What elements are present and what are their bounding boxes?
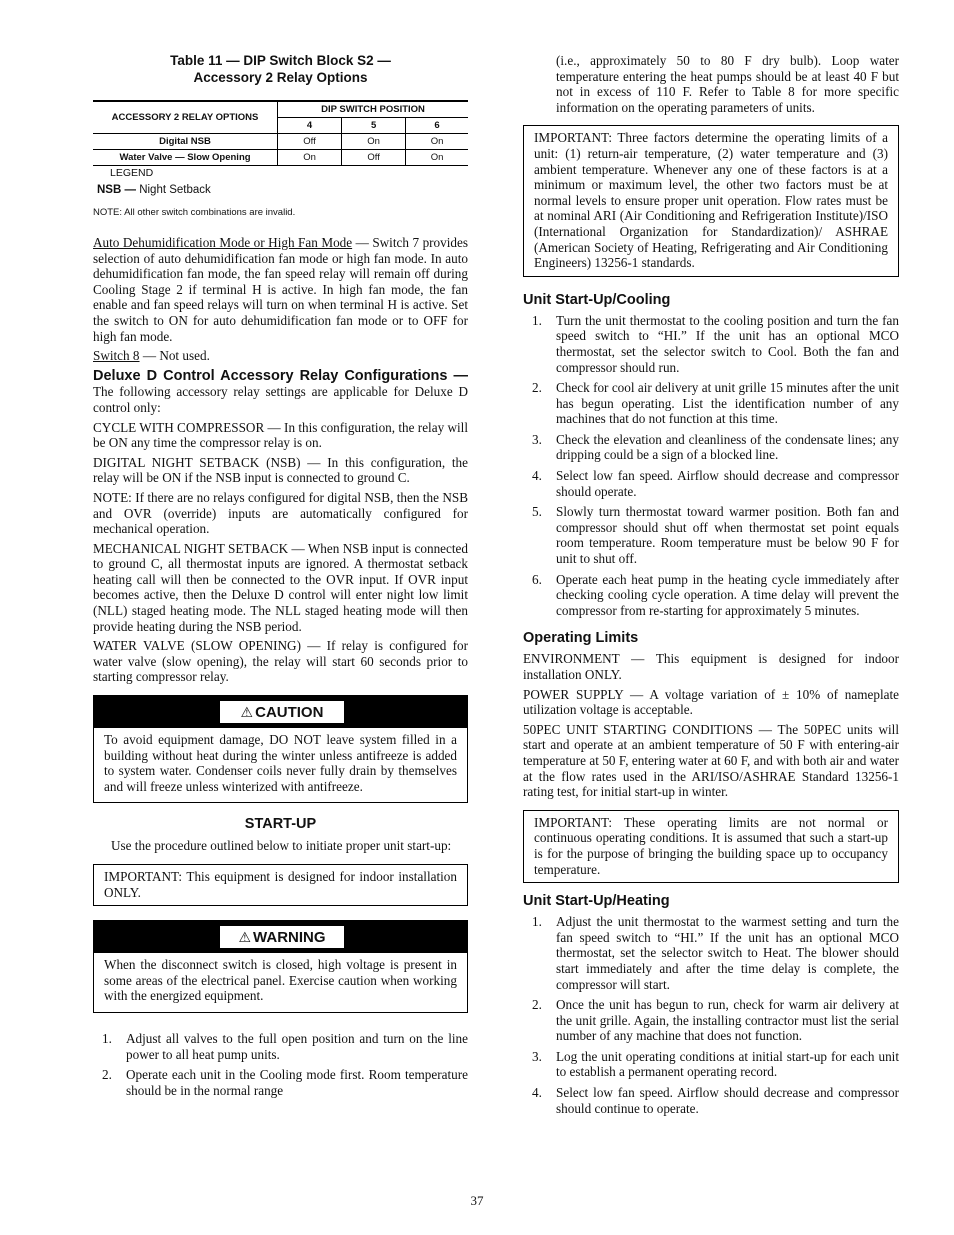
step-number: 3. bbox=[532, 431, 542, 447]
important-factors-box bbox=[523, 125, 899, 276]
starting-conditions-paragraph: 50PEC UNIT STARTING CONDITIONS — The 50PEC units will start and operate at an ambient temperature of 50 F with entering-air temperature at 50 F, entering water at 60 F, and with both air and water at the flow rates used in the ARI/ISO/ASHRAE Standard 13256-1 rating test, for initial start-up in winter. bbox=[523, 721, 899, 800]
table-cell: Off bbox=[342, 150, 406, 166]
step-number: 6. bbox=[532, 571, 542, 587]
warning-header bbox=[94, 921, 467, 953]
digital-nsb-paragraph: DIGITAL NIGHT SETBACK (NSB) — In this configuration, the relay will be ON if the NSB input is connected to ground C. bbox=[93, 454, 468, 486]
warning-triangle-icon: ⚠ bbox=[240, 704, 254, 721]
step-number: 4. bbox=[532, 1085, 542, 1101]
power-supply-paragraph: POWER SUPPLY — A voltage variation of ± 10% of nameplate utilization voltage is acceptable. bbox=[523, 686, 899, 718]
heating-heading: Unit Start-Up/Heating bbox=[523, 893, 670, 910]
water-valve-paragraph: WATER VALVE (SLOW OPENING) — If relay is configured for water valve (slow opening), the relay will start 60 seconds prior to starting compressor relay. bbox=[93, 638, 468, 685]
step-number: 2. bbox=[532, 380, 542, 396]
switch8-paragraph bbox=[93, 348, 468, 364]
caution-box bbox=[93, 695, 468, 803]
page-number: 37 bbox=[470, 1193, 484, 1208]
step-text: Once the unit has begun to run, check for warm air delivery at the unit grille. Again, the installing contractor must list the serial number of any machine that does not function. bbox=[556, 997, 899, 1044]
step-text: Select low fan speed. Airflow should decrease and compressor should operate. bbox=[556, 468, 899, 499]
important-limits-box bbox=[523, 810, 899, 883]
list-item bbox=[523, 1049, 899, 1080]
deluxe-text: The following accessory relay settings are applicable for Deluxe D control only: bbox=[93, 384, 468, 415]
heating-steps bbox=[523, 914, 899, 1116]
legend-entry bbox=[97, 184, 211, 196]
legend-dash: — bbox=[124, 184, 136, 196]
step-number: 1. bbox=[532, 914, 542, 930]
warning-box bbox=[93, 920, 468, 1013]
list-item bbox=[523, 997, 899, 1044]
list-item bbox=[523, 432, 899, 463]
list-item bbox=[523, 468, 899, 499]
step-number: 2. bbox=[532, 997, 542, 1013]
header-switch-5: 5 bbox=[342, 118, 406, 134]
step-text: Select low fan speed. Airflow should decrease and compressor should continue to operate. bbox=[556, 1085, 899, 1116]
list-item bbox=[523, 914, 899, 992]
note-relays-paragraph: NOTE: If there are no relays configured for digital NSB, then the NSB and OVR (override) inputs are automatically configured for mechanical operation. bbox=[93, 489, 468, 537]
header-switch-6: 6 bbox=[406, 118, 468, 134]
list-item bbox=[523, 572, 899, 619]
important-limits-text: IMPORTANT: These operating limits are not normal or continuous operating conditions. It is assumed that such a start-up is for the purpose of bringing the building space up to occupancy temperature. bbox=[534, 814, 888, 877]
step-number: 5. bbox=[532, 504, 542, 520]
step-number: 1. bbox=[532, 312, 542, 328]
continuation-paragraph: (i.e., approximately 50 to 80 F dry bulb). Loop water temperature entering the heat pumps should be at least 40 F but not in excess of 110 F. Refer to Table 8 for more specific information on the operating parameters of units. bbox=[556, 53, 899, 115]
deluxe-heading: Deluxe D Control Accessory Relay Configurations — bbox=[93, 367, 468, 384]
startup-steps bbox=[93, 1031, 468, 1098]
switch8-title: Switch 8 bbox=[93, 348, 140, 364]
environment-paragraph: ENVIRONMENT — This equipment is designed for indoor installation ONLY. bbox=[523, 651, 899, 682]
legend-title: LEGEND bbox=[110, 167, 154, 179]
cooling-heading: Unit Start-Up/Cooling bbox=[523, 291, 671, 308]
important-indoor-text: IMPORTANT: This equipment is designed for indoor installation ONLY. bbox=[104, 869, 457, 900]
step-text: Adjust the unit thermostat to the warmest setting and turn the fan speed switch to “HI.” If the unit has an optional MCO thermostat, set the selector switch to Heat. The blower should start immediately and after the time delay is complete, the compressor will start. bbox=[556, 914, 899, 992]
step-text: Adjust all valves to the full open position and turn on the line power to all heat pump units. bbox=[126, 1030, 468, 1062]
list-item bbox=[523, 504, 899, 566]
table-cell: On bbox=[278, 150, 342, 166]
important-factors-text: IMPORTANT: Three factors determine the operating limits of a unit: (1) return-air temperature, (2) water temperature and (3) ambient temperature. Whenever any one of these factors is at a minimum or maximum level, the other two factors must be at normal levels to ensure proper unit operation. Flow rates must be at nominal ARI (Air Conditioning and Refrigeration Institute)/ISO (International Organization for Standardization)/ ASHRAE (American Society of Heating, Refrigerating and Air Conditioning Engineers) 13256-1 standards. bbox=[534, 130, 888, 271]
row-label: Digital NSB bbox=[93, 134, 278, 150]
caution-tag bbox=[219, 700, 345, 724]
auto-dehum-title: Auto Dehumidification Mode or High Fan Mode bbox=[93, 235, 353, 250]
header-relay-options: ACCESSORY 2 RELAY OPTIONS bbox=[93, 101, 278, 134]
caution-text: To avoid equipment damage, DO NOT leave system filled in a building without heat during the winter unless antifreeze is added to system water. Condenser coils never fully drain by themselves and will freeze unless winterized with antifreeze. bbox=[104, 732, 457, 794]
warning-label: WARNING bbox=[253, 929, 326, 947]
step-number: 2. bbox=[102, 1067, 112, 1083]
warning-text: When the disconnect switch is closed, high voltage is present in some areas of the electrical panel. Exercise caution when working with the energized equipment. bbox=[104, 957, 457, 1004]
caution-header bbox=[94, 696, 467, 728]
step-text: Check for cool air delivery at unit grille 15 minutes after the unit has begun operating. List the identification number of any machines that do not function at this time. bbox=[556, 380, 899, 427]
cycle-paragraph: CYCLE WITH COMPRESSOR — In this configuration, the relay will be ON any time the compressor relay is on. bbox=[93, 419, 468, 451]
step-number: 4. bbox=[532, 468, 542, 484]
table-cell: On bbox=[406, 134, 468, 150]
table-row bbox=[93, 150, 468, 166]
list-item bbox=[523, 1085, 899, 1116]
table-cell: On bbox=[406, 150, 468, 166]
important-indoor-box bbox=[93, 864, 468, 906]
warning-triangle-icon: ⚠ bbox=[238, 929, 252, 946]
table-row bbox=[93, 134, 468, 150]
left-column bbox=[93, 235, 468, 1103]
warning-body bbox=[94, 953, 467, 1012]
limits-heading: Operating Limits bbox=[523, 630, 639, 647]
startup-text: Use the procedure outlined below to initiate proper unit start-up: bbox=[111, 838, 452, 854]
step-text: Operate each unit in the Cooling mode first. Room temperature should be in the normal range bbox=[126, 1067, 468, 1098]
list-item bbox=[523, 313, 899, 375]
list-item bbox=[523, 380, 899, 427]
table-title bbox=[93, 52, 468, 86]
step-text: Turn the unit thermostat to the cooling position and turn the fan speed switch to “HI.” If the unit has an optional MCO thermostat, set the selector switch to Cool. Both the fan and compressor should run. bbox=[556, 312, 899, 375]
list-item bbox=[93, 1031, 468, 1062]
caution-label: CAUTION bbox=[255, 704, 324, 722]
table-title-line2: Accessory 2 Relay Options bbox=[193, 70, 368, 85]
auto-dehum-paragraph bbox=[93, 235, 468, 344]
table-cell: Off bbox=[278, 134, 342, 150]
mech-nsb-paragraph: MECHANICAL NIGHT SETBACK — When NSB input is connected to ground C, all thermostat inputs are ignored. A thermostat setback heating call will then be connected to the OVR input. If OVR input becomes active, then the Deluxe D control will enter night low limit (NLL) staged heating mode. The NLL staged heating mode will then provide heating during the NSB period. bbox=[93, 540, 468, 634]
list-item bbox=[93, 1067, 468, 1098]
table-note: NOTE: All other switch combinations are invalid. bbox=[93, 207, 296, 218]
step-text: Log the unit operating conditions at initial start-up for each unit to establish a permanent operating record. bbox=[556, 1048, 899, 1080]
auto-dehum-text: — Switch 7 provides selection of auto dehumidification fan mode or high fan mode. In auto dehumidification fan mode, the fan speed relay will remain off during Cooling Stage 2 if terminal H is active. In high fan mode, the fan enable and fan speed relays will turn on when terminal H is active. Set the switch to ON for auto dehumidification fan mode or to OFF for high fan mode. bbox=[93, 235, 468, 344]
step-text: Operate each heat pump in the heating cycle immediately after checking cooling cycle operation. A time delay will prevent the compressor from re-starting for approximately 5 minutes. bbox=[556, 571, 899, 618]
step-number: 3. bbox=[532, 1048, 542, 1064]
legend-abbr: NSB bbox=[97, 184, 122, 196]
caution-body bbox=[94, 728, 467, 802]
table-cell: On bbox=[342, 134, 406, 150]
startup-heading: START-UP bbox=[244, 816, 317, 833]
switch8-text: — Not used. bbox=[139, 348, 210, 364]
header-switch-4: 4 bbox=[278, 118, 342, 134]
dip-switch-table bbox=[93, 100, 468, 166]
warning-tag bbox=[219, 925, 345, 949]
table-title-line1: Table 11 — DIP Switch Block S2 — bbox=[170, 53, 391, 68]
cooling-steps bbox=[523, 313, 899, 619]
row-label: Water Valve — Slow Opening bbox=[93, 150, 278, 166]
step-number: 1. bbox=[102, 1030, 112, 1046]
deluxe-paragraph bbox=[93, 368, 468, 416]
step-text: Slowly turn thermostat toward warmer position. Both fan and compressor should shut off when thermostat set point equals room temperature. Room temperature must be below 90 F for unit to shut off. bbox=[556, 504, 899, 567]
right-column bbox=[523, 53, 899, 1121]
header-dip-position: DIP SWITCH POSITION bbox=[278, 101, 469, 118]
legend-definition: Night Setback bbox=[139, 184, 211, 196]
step-text: Check the elevation and cleanliness of the condensate lines; any dripping could be a sign of a blocked line. bbox=[556, 431, 899, 463]
